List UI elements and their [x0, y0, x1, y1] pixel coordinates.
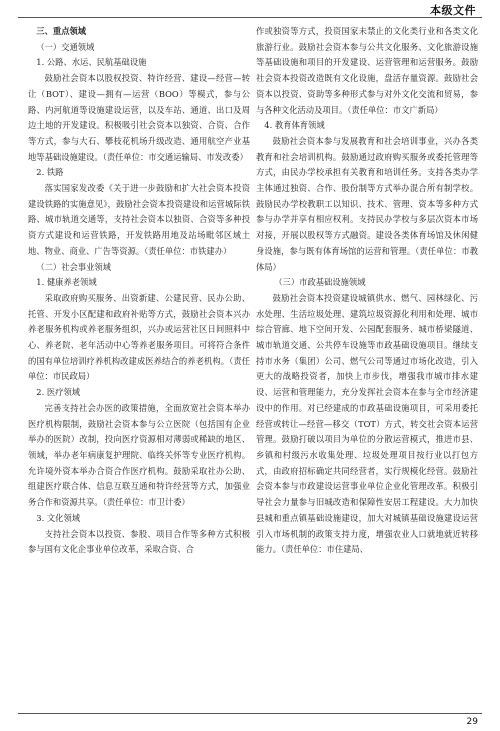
section-heading: 三、重点领域 — [36, 26, 87, 36]
section-heading: 1. 公路、水运、民航基础设施 — [36, 57, 147, 68]
body-paragraph: 落实国家发改委《关于进一步鼓励和扩大社会资本投资建设铁路的实施意见》，鼓励社会资本投资建设和运营城际铁路、城市轨道交通等，支持社会资本以独资、合资等多种投资方式建设和运营铁路，开发铁路用地及站场毗邻区域土地、物业、商业、广告等资源。（责任单位：市铁建办） — [28, 183, 250, 256]
body-paragraph: 作或独资等方式，投资国家未禁止的文化类行业和各类文化旅游行业。鼓励社会资本参与公共文化服务、文化旅游设施等基础设施和项目的开发建设、运营管理和运营服务。鼓励社会资本投资改造既有文化设施，盘活存量资源。鼓励社会资本以投资、资助等多种形式参与对外文化交流和贸易，参与各种文化活动及项目。（责任单位：市文广新局） — [256, 26, 478, 115]
header-title: 本级文件 — [430, 4, 476, 17]
body-paragraph: 采取政府购买服务、出资新建、公建民营、民办公助、托管、开发小区配建和政府补贴等方式，鼓励社会资本兴办养老服务机构或养老服务组织，兴办或运营社区日间照料中心、养老院、老年活动中心等养老服务项目。可将符合条件的国有单位培训疗养机构改建成医养结合的养老机构。（责任单位：市民政局） — [28, 292, 250, 382]
body-paragraph: 鼓励社会资本投资建设城镇供水、燃气、园林绿化、污水处理、生活垃圾处理、建筑垃圾资源化利用和处理、城市综合管廊、地下空间开发、公园配套服务、城市桥梁隧道、城市轨道交通、公共停车设施等市政基础设施项目。继续支持市水务（集团）公司、燃气公司等通过市场化改造，引入更大的战略投资者，加快上市步伐，增强我市城市排水建设、运营和管理能力，充分发挥社会资本在参与全市经济建设中的作用。对已经建成的市政基础设施项目，可采用委托经营或转让—经营—移交（TOT）方式，转交社会资本运营管理。鼓励打破以项目为单位的分散运营模式，推进市县、乡镇和村级污水收集处理、垃圾处理项目按行业以打包方式，由政府招标确定共同经营者，实行规模化经营。鼓励社会资本参与市政建设运营事业单位企业化管理改革。积极引导社会力量参与旧城改造和保障性安居工程建设。大力加快县城和重点镇基础设施建设，加大对城镇基础设施建设运营引入市场机制的政策支持力度，增强农业人口就地就近转移能力。（责任单位：市住建局、 — [256, 292, 478, 555]
section-heading: （三）市政基础设施领域 — [274, 277, 366, 288]
section-heading: 1. 健康养老领域 — [36, 277, 97, 288]
header-divider — [18, 17, 482, 18]
body-paragraph: 支持社会资本以投资、参股、项目合作等多种方式积极参与国有文化企事业单位改革，采取合资、合 — [28, 528, 250, 555]
right-column — [256, 24, 478, 558]
footer-divider — [18, 713, 482, 714]
section-heading: 2. 医疗领域 — [36, 387, 81, 398]
body-paragraph: 鼓励社会资本参与发展教育和社会培训事业，兴办各类教育和社会培训机构。鼓励通过政府购买服务或委托管理等方式，由民办学校承担有关教育和培训任务。支持各类办学主体通过独资、合作、股份制等方式举办混合所有制学校。鼓励民办学校教职工以知识、技术、管理、资本等多种方式参与办学并享有相应权利。支持民办学校与多层次资本市场对接，开展以股权等方式融资。建设各类体育场馆及休闲健身设施，参与既有体育场馆的运营和管理。（责任单位：市教体局） — [256, 135, 478, 272]
section-heading: 4. 教育体育领域 — [264, 120, 325, 131]
section-heading: （一）交通领域 — [36, 41, 95, 52]
section-heading: （二）社会事业领域 — [36, 261, 111, 272]
left-column — [28, 24, 250, 558]
page-number: 29 — [466, 717, 478, 727]
section-heading: 3. 文化领域 — [36, 512, 81, 523]
body-paragraph: 完善支持社会办医的政策措施，全面放宽社会资本举办医疗机构限制，鼓励社会资本参与公立医院（包括国有企业举办的医院）改制，投向医疗资源相对薄弱或稀缺的地区、领域，举办老年病康复护理院、临终关怀等专业医疗机构。允许境外资本举办合资合作医疗机构。鼓励采取社办公助、组建医疗联合体、信息互联互通和特许经营等方式，加强业务合作和资源共享。（责任单位：市卫计委） — [28, 402, 250, 508]
body-paragraph: 鼓励社会资本以股权投资、特许经营、建设—经营—转让（BOT）、建设—拥有—运营（BOO）等模式，参与公路、内河航道等设施建设运营，以及车站、通道、出口及周边土地的开发建设。积极吸引社会资本以独资、合资、合作等方式，参与大石、攀枝花机场升级改造、通用航空产业基地等基础设施建设。（责任单位：市交通运输局、市发改委） — [28, 73, 250, 162]
section-heading: 2. 铁路 — [36, 167, 64, 178]
